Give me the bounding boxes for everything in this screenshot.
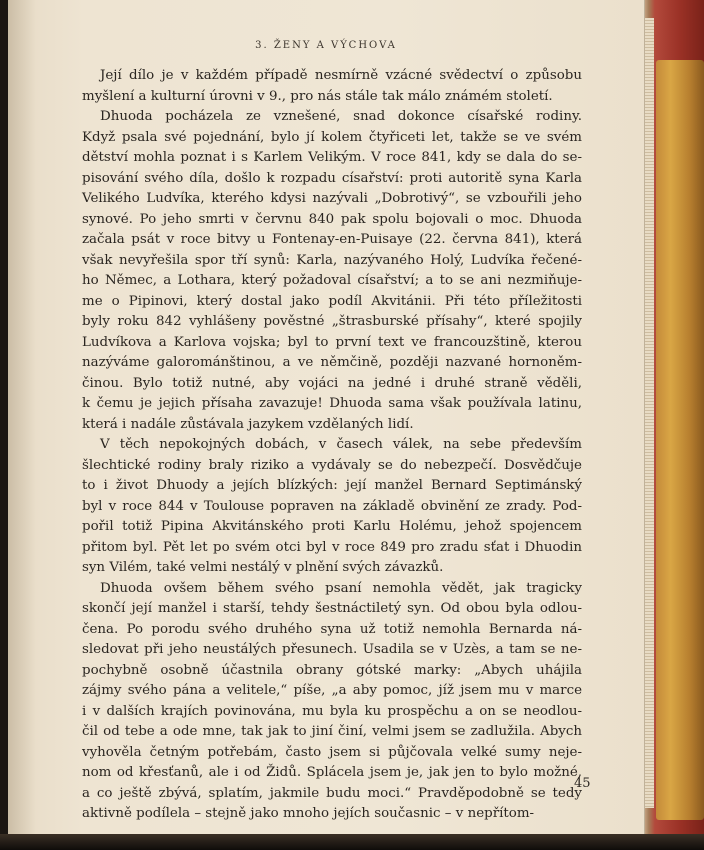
text-line: Dhuoda ovšem během svého psaní nemohla vědět, jak tragicky bbox=[100, 580, 582, 596]
book-cover-edge bbox=[656, 60, 704, 820]
text-line: to i život Dhuody a jejích blízkých: její manžel Bernard Septimánský bbox=[82, 478, 582, 493]
text-line: synové. Po jeho smrti v červnu 840 pak spolu bojovali o moc. Dhuoda bbox=[82, 211, 582, 227]
text-line: sledovat při jeho neustálých přesunech. Usadila se v Uzès, a tam se ne- bbox=[82, 642, 582, 657]
page-number: 45 bbox=[574, 776, 591, 791]
text-line: pochybně osobně účastnila obrany gótské marky: „Abych uhájila bbox=[82, 662, 582, 678]
text-line: byl v roce 844 v Toulouse popraven na základě obvinění ze zrady. Pod- bbox=[82, 498, 582, 514]
text-line: Dhuoda pocházela ze vznešené, snad dokonce císařské rodiny. bbox=[100, 109, 582, 124]
text-line: dětství mohla poznat i s Karlem Velikým. V roce 841, kdy se dala do se- bbox=[82, 150, 582, 165]
paragraph bbox=[82, 435, 582, 579]
running-head: 3. ŽENY A VÝCHOVA bbox=[255, 40, 397, 51]
text-line: šlechtické rodiny braly riziko a vydávaly se do nebezpečí. Dosvědčuje bbox=[82, 457, 582, 473]
paragraph bbox=[82, 107, 582, 435]
text-line: byly roku 842 vyhlášeny pověstné „štrasburské přísahy“, které spojily bbox=[82, 314, 582, 329]
text-line: činou. Bylo totiž nutné, aby vojáci na jedné i druhé straně věděli, bbox=[82, 375, 582, 391]
text-line: myšlení a kulturní úrovni v 9., pro nás stále tak málo známém století. bbox=[82, 88, 553, 104]
text-line: me o Pipinovi, který dostal jako podíl Akvitánii. Při této příležitosti bbox=[82, 293, 582, 309]
paragraph bbox=[82, 66, 582, 107]
text-line: Její dílo je v každém případě nesmírně vzácné svědectví o způsobu bbox=[100, 68, 582, 83]
text-line: k čemu je jejich přísaha zavazuje! Dhuoda sama však používala latinu, bbox=[82, 396, 582, 411]
book-page bbox=[8, 0, 645, 834]
text-line: pořil totiž Pipina Akvitánského proti Karlu Holému, jehož spojencem bbox=[82, 519, 582, 534]
body-text bbox=[82, 66, 582, 825]
text-line: Ludvíkova a Karlova vojska; byl to první text ve francouzštině, kterou bbox=[82, 334, 582, 350]
text-line: čena. Po porodu svého druhého syna už totiž nemohla Bernarda ná- bbox=[82, 621, 582, 637]
text-line: pisování svého díla, došlo k rozpadu císařství: proti autoritě syna Karla bbox=[82, 170, 582, 186]
text-line: však nevyřešila spor tří synů: Karla, nazývaného Holý, Ludvíka řečené- bbox=[82, 252, 582, 268]
text-line: a co ještě zbývá, splatím, jakmile budu moci.“ Pravděpodobně se tedy bbox=[82, 785, 582, 801]
paragraph bbox=[82, 579, 582, 825]
text-line: čil od tebe a ode mne, tak jak to jiní činí, velmi jsem se zadlužila. Abych bbox=[82, 724, 582, 739]
text-line: ho Němec, a Lothara, který požadoval císařství; a to se ani nezmiňuje- bbox=[82, 273, 582, 288]
text-line: aktivně podílela – stejně jako mnoho jejích současnic – v nepřítom- bbox=[82, 806, 535, 821]
text-line: Když psala své pojednání, bylo jí kolem čtyřiceti let, takže se ve svém bbox=[82, 129, 582, 145]
text-line: i v dalších krajích povinována, mu byla ku prospěchu a on se neodlou- bbox=[82, 703, 582, 719]
text-line: nazýváme galorománštinou, a ve němčině, později nazvané hornoněm- bbox=[82, 355, 582, 370]
text-line: která i nadále zůstávala jazykem vzdělaných lidí. bbox=[82, 416, 414, 432]
text-line: přitom byl. Pět let po svém otci byl v roce 849 pro zradu sťat i Dhuodin bbox=[82, 539, 582, 555]
text-line: vyhověla četným potřebám, často jsem si půjčovala velké sumy neje- bbox=[82, 744, 582, 760]
page-shadow bbox=[0, 834, 704, 850]
text-line: skončí její manžel i starší, tehdy šestnáctiletý syn. Od obou byla odlou- bbox=[82, 601, 582, 616]
text-line: zájmy svého pána a velitele,“ píše, „a aby pomoc, jíž jsem mu v marce bbox=[82, 683, 582, 698]
text-line: Velikého Ludvíka, kterého kdysi nazývali „Dobrotivý“, se vzbouřili jeho bbox=[82, 191, 582, 206]
text-line: syn Vilém, také velmi nestálý v plnění svých závazků. bbox=[82, 560, 444, 575]
text-line: začala psát v roce bitvy u Fontenay-en-Puisaye (22. června 841), která bbox=[82, 232, 582, 247]
text-line: V těch nepokojných dobách, v časech válek, na sebe především bbox=[100, 437, 582, 452]
text-line: nom od křesťanů, ale i od Židů. Splácela jsem je, jak jen to bylo možné, bbox=[82, 765, 582, 780]
